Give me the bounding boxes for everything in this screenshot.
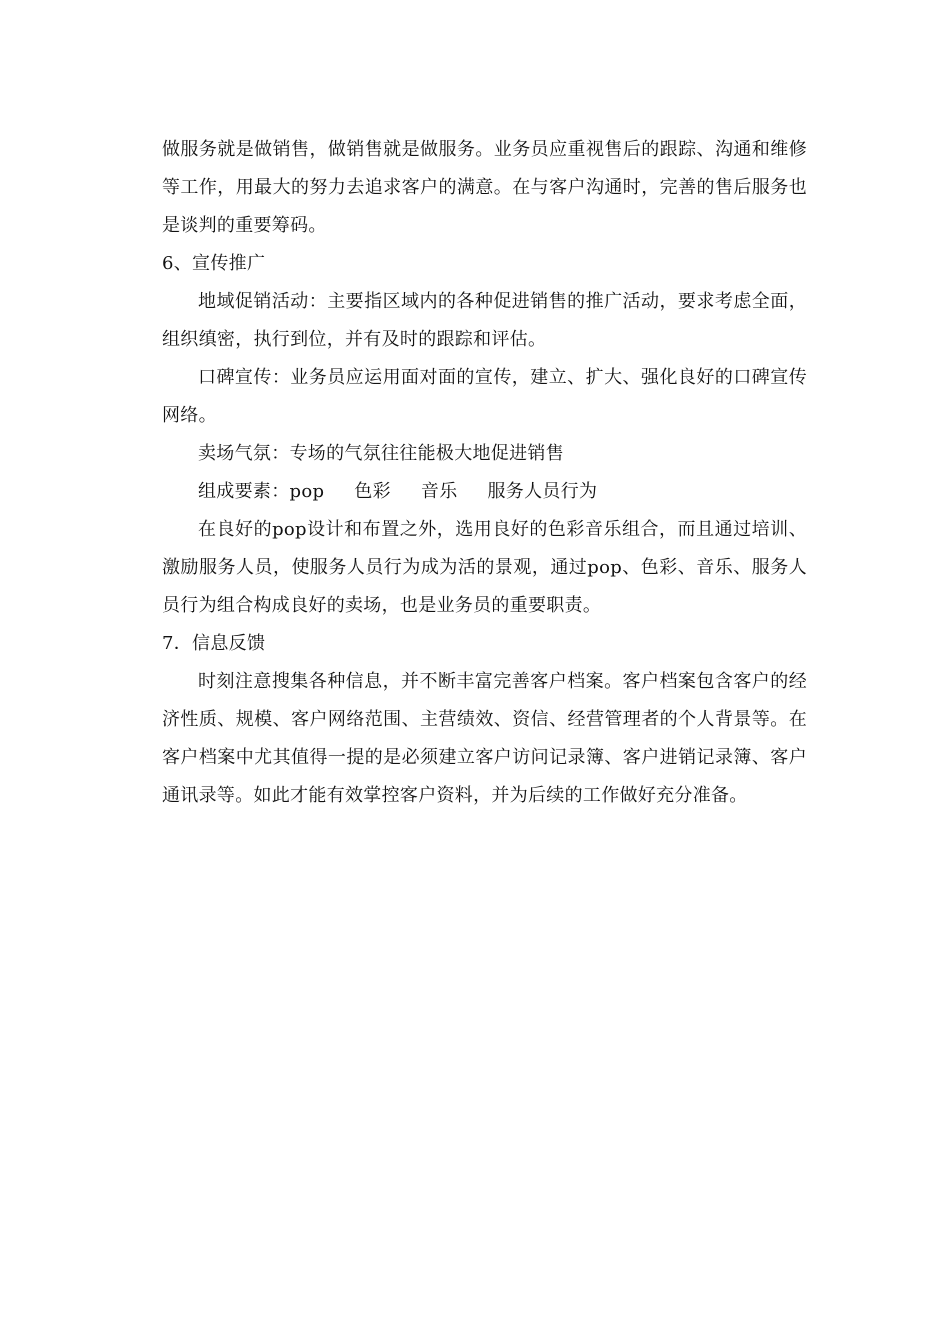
section-heading-feedback: 7．信息反馈	[162, 633, 266, 654]
paragraph-components	[162, 473, 807, 511]
section-heading-promotion: 6、宣传推广	[162, 253, 266, 274]
paragraph-regional-promotion: 地域促销活动：主要指区域内的各种促进销售的推广活动，要求考虑全面，组织缜密，执行到位，并有及时的跟踪和评估。	[162, 291, 807, 350]
component-staff-behavior: 服务人员行为	[487, 481, 598, 502]
paragraph-customer-files: 时刻注意搜集各种信息，并不断丰富完善客户档案。客户档案包含客户的经济性质、规模、客户网络范围、主营绩效、资信、经营管理者的个人背景等。在客户档案中尤其值得一提的是必须建立客户访问记录簿、客户进销记录簿、客户通讯录等。如此才能有效掌控客户资料，并为后续的工作做好充分准备。	[162, 671, 807, 806]
paragraph-store-atmosphere: 卖场气氛：专场的气氛往往能极大地促进销售	[198, 443, 564, 464]
components-label: 组成要素：pop	[198, 481, 325, 502]
component-color: 色彩	[354, 481, 391, 502]
paragraph-word-of-mouth: 口碑宣传：业务员应运用面对面的宣传，建立、扩大、强化良好的口碑宣传网络。	[162, 367, 807, 426]
paragraph-after-sales-service: 做服务就是做销售，做销售就是做服务。业务员应重视售后的跟踪、沟通和维修等工作，用最大的努力去追求客户的满意。在与客户沟通时，完善的售后服务也是谈判的重要筹码。	[162, 139, 807, 236]
document-body	[162, 131, 807, 815]
component-music: 音乐	[420, 481, 458, 502]
paragraph-pop-design: 在良好的pop设计和布置之外，选用良好的色彩音乐组合，而且通过培训、激励服务人员，使服务人员行为成为活的景观，通过pop、色彩、音乐、服务人员行为组合构成良好的卖场，也是业务员的重要职责。	[162, 519, 807, 616]
